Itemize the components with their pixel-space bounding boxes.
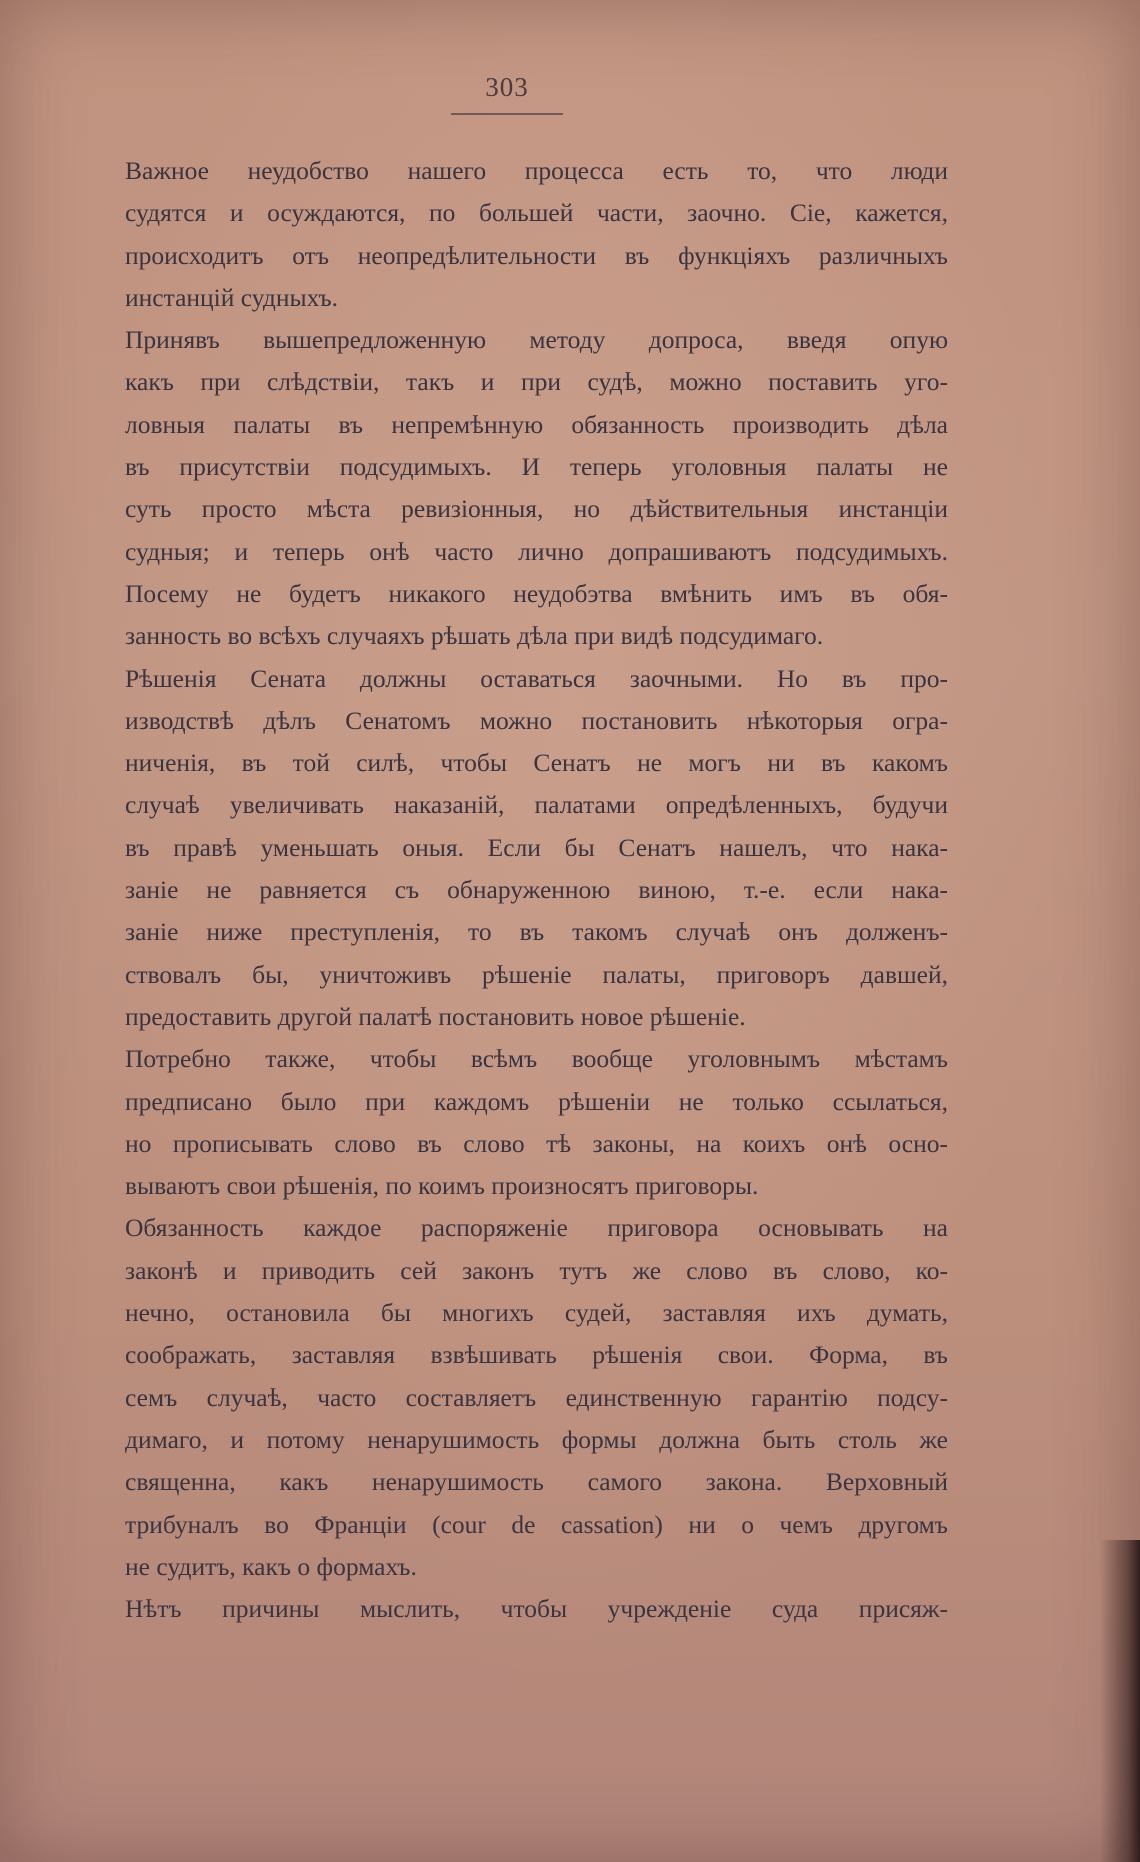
text-line: вываютъ свои рѣшенія, по коимъ произносятъ приговоры.	[125, 1171, 759, 1201]
page-edge-shadow	[1100, 1540, 1140, 1862]
text-line: трибуналъ во Франціи (cour de cassation) ни о чемъ другомъ	[125, 1509, 948, 1539]
text-line: соображать, заставляя взвѣшивать рѣшенія свои. Форма, въ	[125, 1340, 948, 1370]
text-line: Обязанность каждое распоряженіе приговора основывать на	[125, 1213, 948, 1243]
text-line: въ правѣ уменьшать оныя. Если бы Сенатъ нашелъ, что нака-	[125, 832, 948, 862]
text-line: суть просто мѣста ревизіонныя, но дѣйствительныя инстанціи	[125, 494, 948, 524]
text-line: не судитъ, какъ о формахъ.	[125, 1551, 417, 1581]
text-line: законѣ и приводить сей законъ тутъ же слово въ слово, ко-	[125, 1255, 948, 1285]
text-line: Принявъ вышепредложенную методу допроса, введя опую	[125, 325, 948, 355]
text-line: судныя; и теперь онѣ часто лично допрашиваютъ подсудимыхъ.	[125, 536, 948, 566]
text-line: изводствѣ дѣлъ Сенатомъ можно постановить нѣкоторыя огра-	[125, 705, 948, 735]
text-line: Важное неудобство нашего процесса есть то, что люди	[125, 156, 948, 185]
text-line: Рѣшенія Сената должны оставаться заочными. Но въ про-	[125, 663, 948, 693]
text-line: предписано было при каждомъ рѣшеніи не только ссылаться,	[125, 1086, 948, 1116]
text-line: ниченія, въ той силѣ, чтобы Сенатъ не могъ ни въ какомъ	[125, 748, 948, 778]
text-line: священна, какъ ненарушимость самого закона. Верховный	[125, 1467, 948, 1497]
text-line: происходитъ отъ неопредѣлительности въ функціяхъ различныхъ	[125, 240, 948, 270]
text-line: ловныя палаты въ непремѣнную обязанность производить дѣла	[125, 409, 948, 439]
text-line: Нѣтъ причины мыслить, чтобы учрежденіе суда присяж-	[125, 1594, 948, 1624]
text-line: Посему не будетъ никакого неудобэтва вмѣнить имъ въ обя-	[125, 578, 948, 608]
text-line: инстанцій судныхъ.	[125, 282, 339, 312]
text-line: занность во всѣхъ случаяхъ рѣшать дѣла при видѣ подсудимаго.	[125, 621, 824, 651]
text-line: предоставить другой палатѣ постановить новое рѣшеніе.	[125, 1001, 746, 1031]
text-line: семъ случаѣ, часто составляетъ единственную гарантію подсу-	[125, 1382, 948, 1412]
text-line: какъ при слѣдствіи, такъ и при судѣ, можно поставить уго-	[125, 367, 948, 397]
text-line: заніе не равняется съ обнаруженною виною, т.-е. если нака-	[125, 875, 948, 905]
text-line: случаѣ увеличивать наказаній, палатами опредѣленныхъ, будучи	[125, 790, 948, 820]
text-line: Потребно также, чтобы всѣмъ вообще уголовнымъ мѣстамъ	[125, 1044, 948, 1074]
page-number: 303	[485, 72, 529, 102]
text-line: заніе ниже преступленія, то въ такомъ случаѣ онъ долженъ-	[125, 917, 948, 947]
text-line: судятся и осуждаются, по большей части, заочно. Сіе, кажется,	[125, 198, 948, 228]
header-rule	[451, 113, 563, 115]
body-text	[125, 150, 948, 1630]
text-line: въ присутствіи подсудимыхъ. И теперь уголовныя палаты не	[125, 452, 948, 482]
text-line: нечно, остановила бы многихъ судей, заставляя ихъ думать,	[125, 1298, 948, 1328]
text-line: димаго, и потому ненарушимость формы должна быть столь же	[125, 1424, 948, 1454]
text-line: ствовалъ бы, уничтоживъ рѣшеніе палаты, приговоръ давшей,	[125, 959, 948, 989]
text-line: но прописывать слово въ слово тѣ законы, на коихъ онѣ осно-	[125, 1128, 948, 1158]
